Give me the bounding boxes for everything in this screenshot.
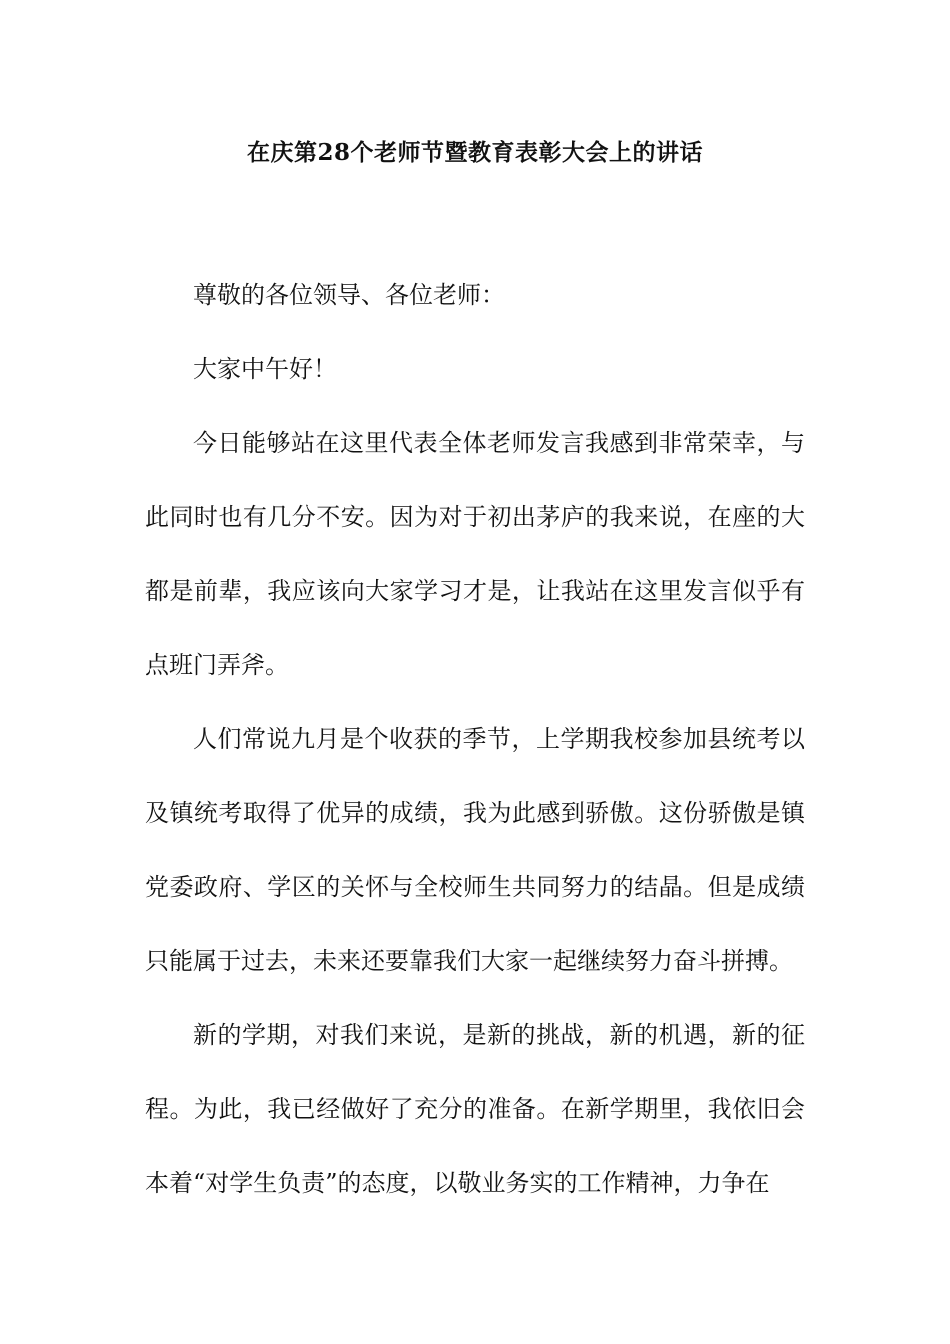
paragraph-new-semester: 新的学期，对我们来说，是新的挑战，新的机遇，新的征程。为此，我已经做好了充分的准备。在新学期里，我依旧会本着“对学生负责”的态度，以敬业务实的工作精神，力争在 — [145, 1021, 805, 1197]
document-title: 在庆第28个老师节暨教育表彰大会上的讲话 — [246, 139, 703, 166]
document-body — [145, 258, 805, 1220]
paragraph-greeting: 大家中午好！ — [193, 355, 337, 383]
paragraph-harvest: 人们常说九月是个收获的季节，上学期我校参加县统考以及镇统考取得了优异的成绩，我为此感到骄傲。这份骄傲是镇党委政府、学区的关怀与全校师生共同努力的结晶。但是成绩只能属于过去，未来还要靠我们大家一起继续努力奋斗拼搏。 — [145, 725, 805, 975]
paragraph-salutation: 尊敬的各位领导、各位老师： — [193, 281, 505, 309]
paragraph-honor: 今日能够站在这里代表全体老师发言我感到非常荣幸，与此同时也有几分不安。因为对于初出茅庐的我来说，在座的大都是前辈，我应该向大家学习才是，让我站在这里发言似乎有点班门弄斧。 — [145, 429, 805, 679]
